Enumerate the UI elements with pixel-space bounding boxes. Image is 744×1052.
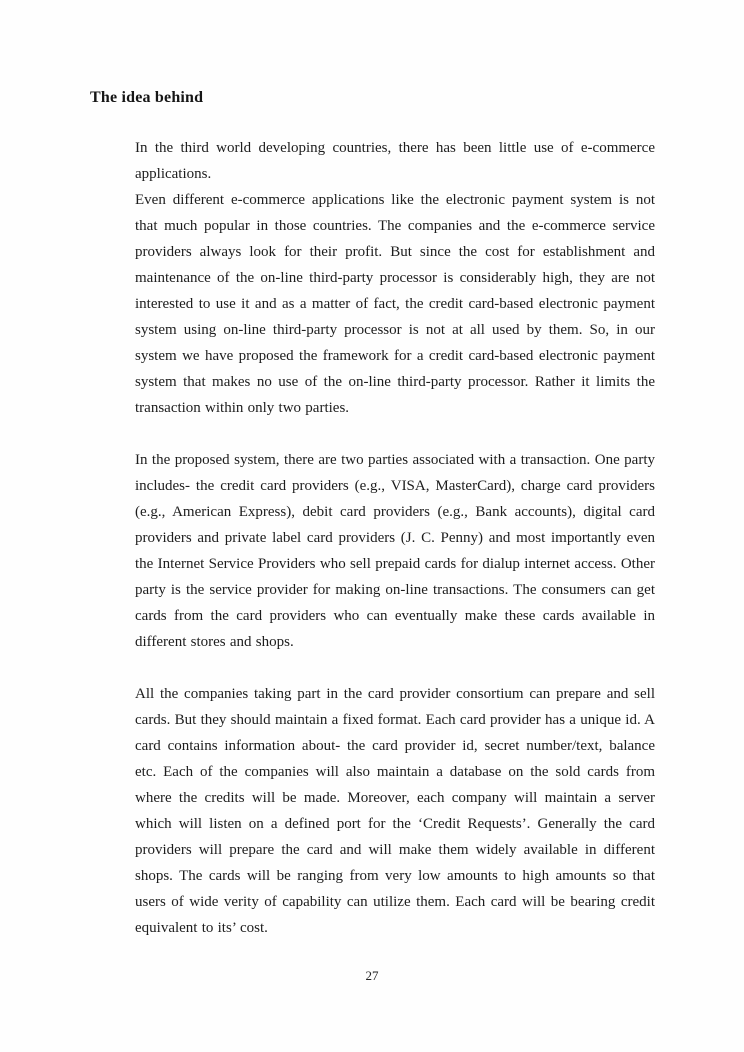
paragraph-proposed-system: In the proposed system, there are two parties associated with a transaction. One party includes- the credit card providers (e.g., VISA, MasterCard), charge card providers (e.g., American Express), debit card providers (e.g., Bank accounts), digital card providers and private label card providers (J. C. Penny) and most importantly even the Internet Service Providers who sell prepaid cards for dialup internet access. Other party is the service provider for making on-line transactions. The consumers can get cards from the card providers who can eventually make these cards available in different stores and shops. — [135, 452, 655, 650]
paragraph-ecommerce-use: Even different e-commerce applications like the electronic payment system is not that much popular in those countries. The companies and the e-commerce service providers always look for their profit. But since the cost for establishment and maintenance of the on-line third-party processor is considerably high, they are not interested to use it and as a matter of fact, the credit card-based electronic payment system using on-line third-party processor is not at all used by them. So, in our system we have proposed the framework for a credit card-based electronic payment system that makes no use of the on-line third-party processor. Rather it limits the transaction within only two parties. — [135, 192, 655, 416]
body-text — [135, 135, 655, 967]
paragraph-intro: In the third world developing countries, there has been little use of e-commerce applications. — [135, 140, 655, 182]
page-number: 27 — [365, 968, 379, 983]
section-heading: The idea behind — [90, 89, 204, 106]
paragraph-card-consortium: All the companies taking part in the card provider consortium can prepare and sell cards. But they should maintain a fixed format. Each card provider has a unique id. A card contains information about- the card provider id, secret number/text, balance etc. Each of the companies will also maintain a database on the sold cards from where the credits will be made. Moreover, each company will maintain a server which will listen on a defined port for the ‘Credit Requests’. Generally the card providers will prepare the card and will make them widely available in different shops. The cards will be ranging from very low amounts to high amounts so that users of wide verity of capability can utilize them. Each card will be bearing credit equivalent to its’ cost. — [135, 686, 655, 936]
